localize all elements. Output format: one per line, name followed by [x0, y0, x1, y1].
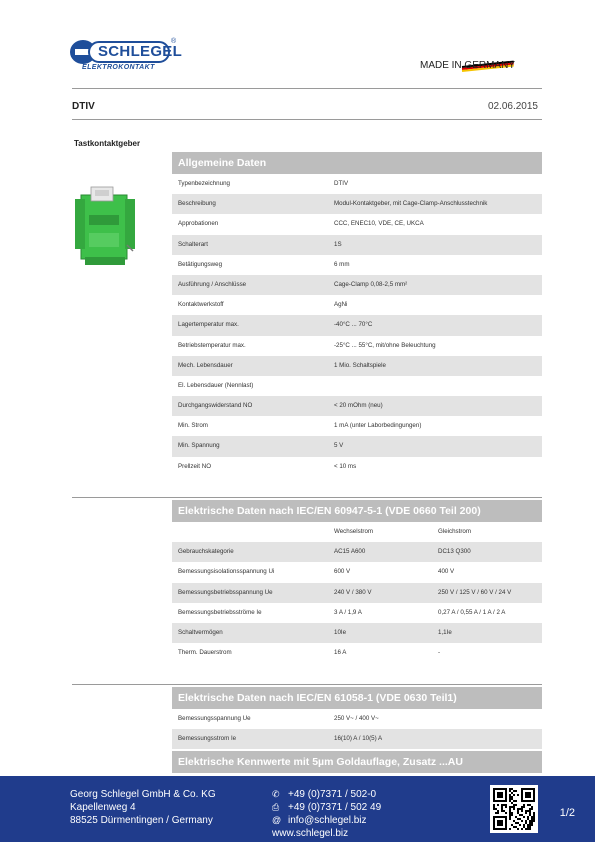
- qr-module: [513, 826, 515, 828]
- qr-module: [521, 820, 523, 822]
- qr-module: [533, 816, 535, 818]
- qr-module: [493, 806, 495, 808]
- qr-module: [519, 808, 521, 810]
- qr-module: [515, 804, 517, 806]
- qr-module: [527, 824, 529, 826]
- qr-module: [513, 820, 515, 822]
- qr-module: [529, 810, 531, 812]
- qr-module: [501, 806, 503, 808]
- iec61058-row: [172, 709, 542, 729]
- section-divider: [72, 684, 542, 685]
- gold-section: [172, 751, 542, 773]
- qr-module: [509, 790, 511, 792]
- row-label: Bemessungsisolationsspannung Ui: [178, 568, 275, 576]
- general-data-title: Allgemeine Daten: [172, 152, 542, 174]
- qr-module: [515, 816, 517, 818]
- qr-module: [525, 812, 527, 814]
- footer-street: Kapellenweg 4: [70, 802, 136, 813]
- qr-module: [509, 808, 511, 810]
- iec60947-column-headers: [172, 522, 542, 542]
- row-value-ac: 3 A / 1,9 A: [334, 608, 362, 616]
- qr-module: [527, 818, 529, 820]
- qr-module: [497, 810, 499, 812]
- footer-email[interactable]: info@schlegel.biz: [288, 815, 367, 826]
- row-value: Modul-Kontaktgeber, mit Cage-Clamp-Anschlusstechnik: [334, 200, 488, 208]
- qr-module: [511, 788, 513, 790]
- general-row: [172, 457, 542, 477]
- qr-module: [525, 822, 527, 824]
- qr-module: [515, 822, 517, 824]
- row-label: Bemessungsspannung Ue: [178, 715, 251, 722]
- qr-module: [521, 810, 523, 812]
- phone-icon: ✆: [272, 789, 280, 799]
- qr-module: [529, 828, 531, 830]
- header-divider-2: [72, 119, 542, 120]
- row-value-dc: 250 V / 125 V / 60 V / 24 V: [438, 588, 512, 596]
- row-value: 1 Mio. Schaltspiele: [334, 361, 386, 369]
- qr-module: [531, 816, 533, 818]
- row-label: Kontaktwerkstoff: [178, 301, 224, 309]
- row-label: Betätigungsweg: [178, 260, 223, 268]
- qr-module: [517, 818, 519, 820]
- row-value-ac: 10Ie: [334, 628, 347, 636]
- row-value-dc: DC13 Q300: [438, 548, 471, 556]
- row-value: DTIV: [334, 180, 349, 187]
- qr-module: [511, 796, 513, 798]
- row-value-dc: 0,27 A / 0,55 A / 1 A / 2 A: [438, 608, 506, 616]
- qr-module: [513, 800, 515, 802]
- made-in-label: MADE IN GERMANY: [419, 60, 515, 71]
- at-icon: @: [272, 815, 282, 825]
- general-row: [172, 295, 542, 315]
- qr-module: [509, 818, 511, 820]
- iec60947-row: [172, 643, 542, 663]
- qr-module: [531, 822, 533, 824]
- company-logo: [70, 38, 183, 74]
- qr-module: [527, 804, 529, 806]
- qr-module: [521, 808, 523, 810]
- qr-module: [509, 800, 511, 802]
- footer-company: Georg Schlegel GmbH & Co. KG: [70, 789, 216, 800]
- iec61058-row: [172, 729, 542, 749]
- document-date: 02.06.2015: [487, 101, 538, 112]
- footer-contact: [272, 788, 381, 840]
- row-label: Ausführung / Anschlüsse: [178, 280, 247, 288]
- header-divider: [72, 88, 542, 89]
- qr-module: [511, 802, 513, 804]
- row-value: 1 mA (unter Laborbedingungen): [334, 422, 422, 430]
- row-label: Schalterart: [178, 240, 208, 248]
- general-row: [172, 376, 542, 396]
- qr-module: [533, 820, 535, 822]
- qr-module: [533, 814, 535, 816]
- qr-module: [511, 792, 513, 794]
- qr-module: [517, 822, 519, 824]
- row-label: Min. Spannung: [178, 442, 220, 450]
- general-row: [172, 396, 542, 416]
- product-image: [75, 185, 135, 267]
- qr-module: [529, 812, 531, 814]
- row-label: Betriebstemperatur max.: [178, 341, 246, 349]
- qr-module: [513, 804, 515, 806]
- qr-module: [503, 810, 505, 812]
- row-value: CCC, ENEC10, VDE, CE, UKCA: [334, 220, 424, 228]
- page-number: 1/2: [559, 807, 575, 819]
- model-name: DTIV: [72, 101, 95, 112]
- general-row: [172, 275, 542, 295]
- iec60947-row: [172, 583, 542, 603]
- qr-module: [505, 812, 507, 814]
- qr-module: [509, 828, 511, 830]
- footer-phone[interactable]: +49 (0)7371 / 502-0: [288, 789, 377, 800]
- row-label: Beschreibung: [178, 200, 216, 208]
- qr-module: [501, 810, 503, 812]
- qr-module: [533, 812, 535, 814]
- row-value-ac: 600 V: [334, 568, 351, 576]
- qr-module: [495, 808, 497, 810]
- general-row: [172, 436, 542, 456]
- footer-fax[interactable]: +49 (0)7371 / 502 49: [288, 802, 382, 813]
- qr-finder-core: [497, 820, 503, 826]
- qr-module: [531, 806, 533, 808]
- qr-module: [525, 810, 527, 812]
- qr-module: [527, 810, 529, 812]
- qr-module: [503, 804, 505, 806]
- qr-module: [513, 790, 515, 792]
- row-value: 250 V~ / 400 V~: [334, 715, 379, 722]
- iec61058-title: Elektrische Daten nach IEC/EN 61058-1 (VDE 0630 Teil1): [172, 687, 542, 709]
- qr-module: [515, 800, 517, 802]
- qr-module: [495, 812, 497, 814]
- row-value-ac: 16 A: [334, 649, 347, 657]
- column-header-empty: [172, 522, 334, 542]
- qr-module: [511, 798, 513, 800]
- fax-icon: ⎙: [272, 802, 280, 812]
- qr-module: [505, 806, 507, 808]
- qr-module: [523, 804, 525, 806]
- general-row: [172, 214, 542, 234]
- qr-module: [533, 818, 535, 820]
- qr-module: [505, 804, 507, 806]
- row-value-ac: AC15 A600: [334, 548, 366, 556]
- qr-module: [511, 812, 513, 814]
- qr-module: [517, 808, 519, 810]
- qr-code-graphic: [493, 788, 535, 830]
- qr-module: [517, 794, 519, 796]
- general-row: [172, 235, 542, 255]
- qr-module: [493, 808, 495, 810]
- row-label: Gebrauchskategorie: [178, 548, 234, 556]
- column-header-ac: Wechselstrom: [334, 528, 374, 535]
- qr-module: [527, 828, 529, 830]
- qr-module: [515, 826, 517, 828]
- row-label: Typenbezeichnung: [178, 180, 230, 187]
- general-row: [172, 255, 542, 275]
- qr-module: [517, 810, 519, 812]
- row-label: Min. Strom: [178, 422, 208, 430]
- footer: [0, 776, 595, 842]
- row-value-ac: 240 V / 380 V: [334, 588, 372, 596]
- footer-website[interactable]: www.schlegel.biz: [272, 828, 349, 839]
- iec60947-row: [172, 603, 542, 623]
- qr-module: [523, 806, 525, 808]
- iec60947-row: [172, 542, 542, 562]
- qr-module: [509, 810, 511, 812]
- qr-module: [525, 828, 527, 830]
- qr-module: [529, 824, 531, 826]
- qr-module: [521, 814, 523, 816]
- row-value: -25°C ... 55°C, mit/ohne Beleuchtung: [334, 341, 436, 349]
- qr-module: [519, 818, 521, 820]
- qr-module: [525, 820, 527, 822]
- section-divider: [72, 497, 542, 498]
- qr-module: [531, 818, 533, 820]
- general-row: [172, 315, 542, 335]
- row-value: AgNi: [334, 301, 348, 309]
- logo-subtitle: ELEKTROKONTAKT: [82, 64, 155, 71]
- iec60947-table: [172, 500, 542, 663]
- qr-module: [521, 828, 523, 830]
- qr-module: [509, 806, 511, 808]
- qr-module: [517, 828, 519, 830]
- row-label: Mech. Lebensdauer: [178, 361, 233, 369]
- general-row: [172, 416, 542, 436]
- row-label: Bemessungsbetriebsströme Ie: [178, 608, 262, 616]
- qr-module: [493, 804, 495, 806]
- qr-module: [509, 796, 511, 798]
- logo-registered-mark: ®: [171, 38, 177, 45]
- row-value: [334, 376, 542, 396]
- qr-finder-core: [497, 792, 503, 798]
- row-value: < 10 ms: [334, 462, 357, 470]
- qr-module: [519, 824, 521, 826]
- qr-module: [527, 826, 529, 828]
- iec60947-title: Elektrische Daten nach IEC/EN 60947-5-1 (VDE 0660 Teil 200): [172, 500, 542, 522]
- qr-module: [513, 806, 515, 808]
- qr-code[interactable]: [490, 785, 538, 833]
- iec61058-table: [172, 687, 542, 749]
- qr-module: [501, 804, 503, 806]
- qr-module: [497, 804, 499, 806]
- row-label: El. Lebensdauer (Nennlast): [178, 381, 254, 389]
- qr-module: [513, 794, 515, 796]
- product-category: Tastkontaktgeber: [74, 139, 141, 148]
- column-header-dc: Gleichstrom: [438, 528, 472, 535]
- general-row: [172, 194, 542, 214]
- general-row: [172, 356, 542, 376]
- qr-module: [501, 808, 503, 810]
- footer-address: [70, 788, 216, 827]
- iec60947-row: [172, 562, 542, 582]
- qr-module: [531, 808, 533, 810]
- qr-module: [511, 824, 513, 826]
- general-row: [172, 174, 542, 194]
- general-row: [172, 336, 542, 356]
- row-label: Prellzeit NO: [178, 462, 212, 470]
- gold-section-title: Elektrische Kennwerte mit 5µm Goldauflage, Zusatz ...AU: [172, 751, 542, 773]
- row-value: 5 V: [334, 442, 344, 450]
- qr-module: [519, 814, 521, 816]
- qr-module: [509, 794, 511, 796]
- row-value: < 20 mOhm (neu): [334, 402, 383, 410]
- qr-module: [529, 804, 531, 806]
- qr-module: [529, 826, 531, 828]
- row-label: Bemessungsbetriebsspannung Ue: [178, 588, 273, 596]
- qr-module: [511, 806, 513, 808]
- qr-module: [523, 816, 525, 818]
- row-value: Cage-Clamp 0,08-2,5 mm²: [334, 280, 408, 288]
- qr-module: [509, 812, 511, 814]
- qr-module: [497, 812, 499, 814]
- qr-module: [509, 788, 511, 790]
- qr-module: [529, 814, 531, 816]
- row-value: 1S: [334, 240, 342, 248]
- qr-module: [531, 824, 533, 826]
- row-value: -40°C ... 70°C: [334, 321, 373, 329]
- qr-module: [529, 822, 531, 824]
- general-data-table: [172, 152, 542, 477]
- row-label: Durchgangswiderstand NO: [178, 402, 253, 410]
- qr-module: [515, 790, 517, 792]
- qr-module: [513, 808, 515, 810]
- qr-module: [517, 812, 519, 814]
- qr-module: [527, 816, 529, 818]
- qr-module: [529, 808, 531, 810]
- row-label: Lagertemperatur max.: [178, 321, 239, 329]
- qr-module: [529, 820, 531, 822]
- row-value-dc: -: [438, 649, 441, 657]
- qr-module: [509, 814, 511, 816]
- row-value-dc: 400 V: [438, 568, 455, 576]
- iec60947-row: [172, 623, 542, 643]
- row-value: 16(10) A / 10(5) A: [334, 735, 383, 743]
- qr-module: [523, 826, 525, 828]
- row-label: Bemessungsstrom Ie: [178, 735, 237, 743]
- footer-city: 88525 Dürmentingen / Germany: [70, 815, 213, 826]
- row-label: Therm. Dauerstrom: [178, 649, 232, 657]
- row-label: Schaltvermögen: [178, 628, 223, 636]
- qr-module: [509, 798, 511, 800]
- qr-module: [531, 820, 533, 822]
- qr-finder-core: [525, 792, 531, 798]
- qr-module: [509, 816, 511, 818]
- qr-module: [523, 824, 525, 826]
- qr-module: [511, 814, 513, 816]
- logo-brand: SCHLEGEL: [88, 41, 170, 63]
- qr-module: [521, 806, 523, 808]
- row-value-dc: 1,1Ie: [438, 628, 452, 636]
- row-label: Approbationen: [178, 220, 219, 228]
- row-value: 6 mm: [334, 260, 350, 268]
